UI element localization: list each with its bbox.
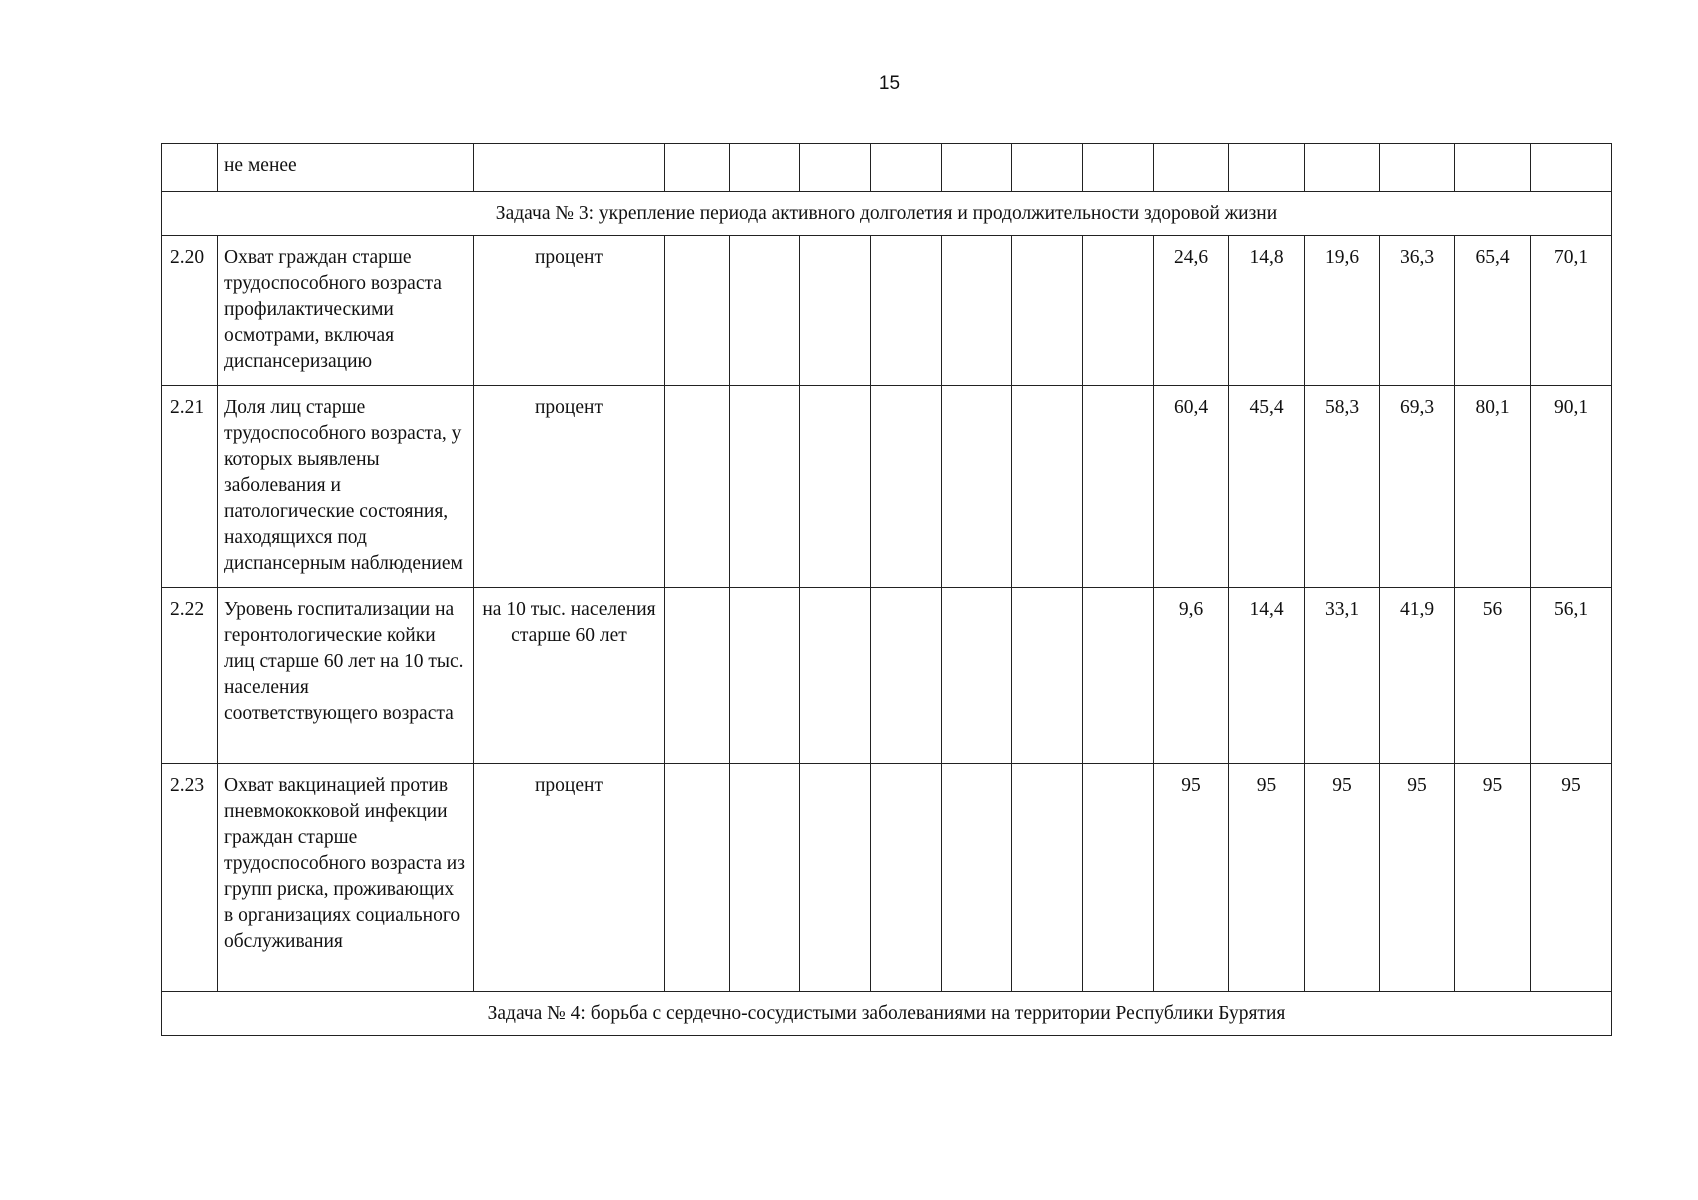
cell-empty — [162, 144, 218, 192]
value-cell: 69,3 — [1380, 386, 1455, 588]
value-cell: 95 — [1531, 764, 1612, 992]
cell-empty — [1083, 588, 1154, 764]
table-row — [162, 386, 1612, 588]
cell-empty — [942, 144, 1012, 192]
value-cell: 95 — [1154, 764, 1229, 992]
cell-empty — [942, 588, 1012, 764]
cell-empty — [871, 236, 942, 386]
cell-empty — [871, 386, 942, 588]
value-cell: 58,3 — [1305, 386, 1380, 588]
value-cell: 95 — [1305, 764, 1380, 992]
unit: на 10 тыс. населения старше 60 лет — [474, 588, 665, 764]
cell-empty — [800, 236, 871, 386]
value-cell: 90,1 — [1531, 386, 1612, 588]
value-cell: 80,1 — [1455, 386, 1531, 588]
unit: процент — [474, 236, 665, 386]
value-cell: 60,4 — [1154, 386, 1229, 588]
cell-empty — [1012, 144, 1083, 192]
indicator-name: Охват граждан старше трудоспособного возраста профилактическими осмотрами, включая диспансеризацию — [218, 236, 474, 386]
cell-empty — [665, 386, 730, 588]
cell-empty — [1083, 764, 1154, 992]
cell-empty — [730, 144, 800, 192]
unit: процент — [474, 386, 665, 588]
cell-empty — [730, 236, 800, 386]
table-row — [162, 764, 1612, 992]
value-cell: 56 — [1455, 588, 1531, 764]
row-number: 2.20 — [162, 236, 218, 386]
indicator-name: Доля лиц старше трудоспособного возраста, у которых выявлены заболевания и патологические состояния, находящихся под диспансерным наблюдением — [218, 386, 474, 588]
task-4-heading: Задача № 4: борьба с сердечно-сосудистыми заболеваниями на территории Республики Бурятия — [162, 992, 1612, 1036]
cell-empty — [1380, 144, 1455, 192]
cell-empty — [871, 144, 942, 192]
cell-empty — [1531, 144, 1612, 192]
cell-empty — [800, 144, 871, 192]
cell-empty — [665, 236, 730, 386]
cell-empty — [1305, 144, 1380, 192]
cell-empty — [1012, 588, 1083, 764]
cell-empty — [1229, 144, 1305, 192]
indicator-name: Охват вакцинацией против пневмококковой инфекции граждан старше трудоспособного возраста из групп риска, проживающих в организациях социального обслуживания — [218, 764, 474, 992]
cell-empty — [800, 764, 871, 992]
value-cell: 65,4 — [1455, 236, 1531, 386]
cell-empty — [1012, 236, 1083, 386]
value-cell: 14,8 — [1229, 236, 1305, 386]
cell-empty — [871, 588, 942, 764]
cell-empty — [1012, 386, 1083, 588]
task-3-heading: Задача № 3: укрепление периода активного долголетия и продолжительности здоровой жизни — [162, 192, 1612, 236]
value-cell: 45,4 — [1229, 386, 1305, 588]
cell-empty — [800, 588, 871, 764]
cell-empty — [1083, 236, 1154, 386]
value-cell: 24,6 — [1154, 236, 1229, 386]
value-cell: 36,3 — [1380, 236, 1455, 386]
task-row — [162, 992, 1612, 1036]
cell-empty — [1455, 144, 1531, 192]
task-row — [162, 192, 1612, 236]
cell-empty — [871, 764, 942, 992]
cell-empty — [665, 764, 730, 992]
value-cell: 95 — [1455, 764, 1531, 992]
cell-empty — [1012, 764, 1083, 992]
cell-empty — [942, 764, 1012, 992]
value-cell: 56,1 — [1531, 588, 1612, 764]
value-cell: 19,6 — [1305, 236, 1380, 386]
cell-empty — [474, 144, 665, 192]
value-cell: 70,1 — [1531, 236, 1612, 386]
cell-empty — [1083, 386, 1154, 588]
cell-empty — [942, 236, 1012, 386]
page-number: 15 — [878, 73, 901, 94]
row-number: 2.22 — [162, 588, 218, 764]
indicator-name: не менее — [218, 144, 474, 192]
row-number: 2.23 — [162, 764, 218, 992]
row-number: 2.21 — [162, 386, 218, 588]
table-row — [162, 144, 1612, 192]
cell-empty — [730, 764, 800, 992]
cell-empty — [1083, 144, 1154, 192]
indicator-name: Уровень госпитализации на геронтологические койки лиц старше 60 лет на 10 тыс. населения соответствующего возраста — [218, 588, 474, 764]
cell-empty — [1154, 144, 1229, 192]
cell-empty — [730, 386, 800, 588]
table-row — [162, 236, 1612, 386]
value-cell: 33,1 — [1305, 588, 1380, 764]
table-row — [162, 588, 1612, 764]
cell-empty — [730, 588, 800, 764]
value-cell: 14,4 — [1229, 588, 1305, 764]
cell-empty — [665, 144, 730, 192]
value-cell: 41,9 — [1380, 588, 1455, 764]
value-cell: 95 — [1380, 764, 1455, 992]
cell-empty — [800, 386, 871, 588]
cell-empty — [942, 386, 1012, 588]
cell-empty — [665, 588, 730, 764]
indicators-table — [161, 143, 1612, 1036]
value-cell: 9,6 — [1154, 588, 1229, 764]
unit: процент — [474, 764, 665, 992]
value-cell: 95 — [1229, 764, 1305, 992]
